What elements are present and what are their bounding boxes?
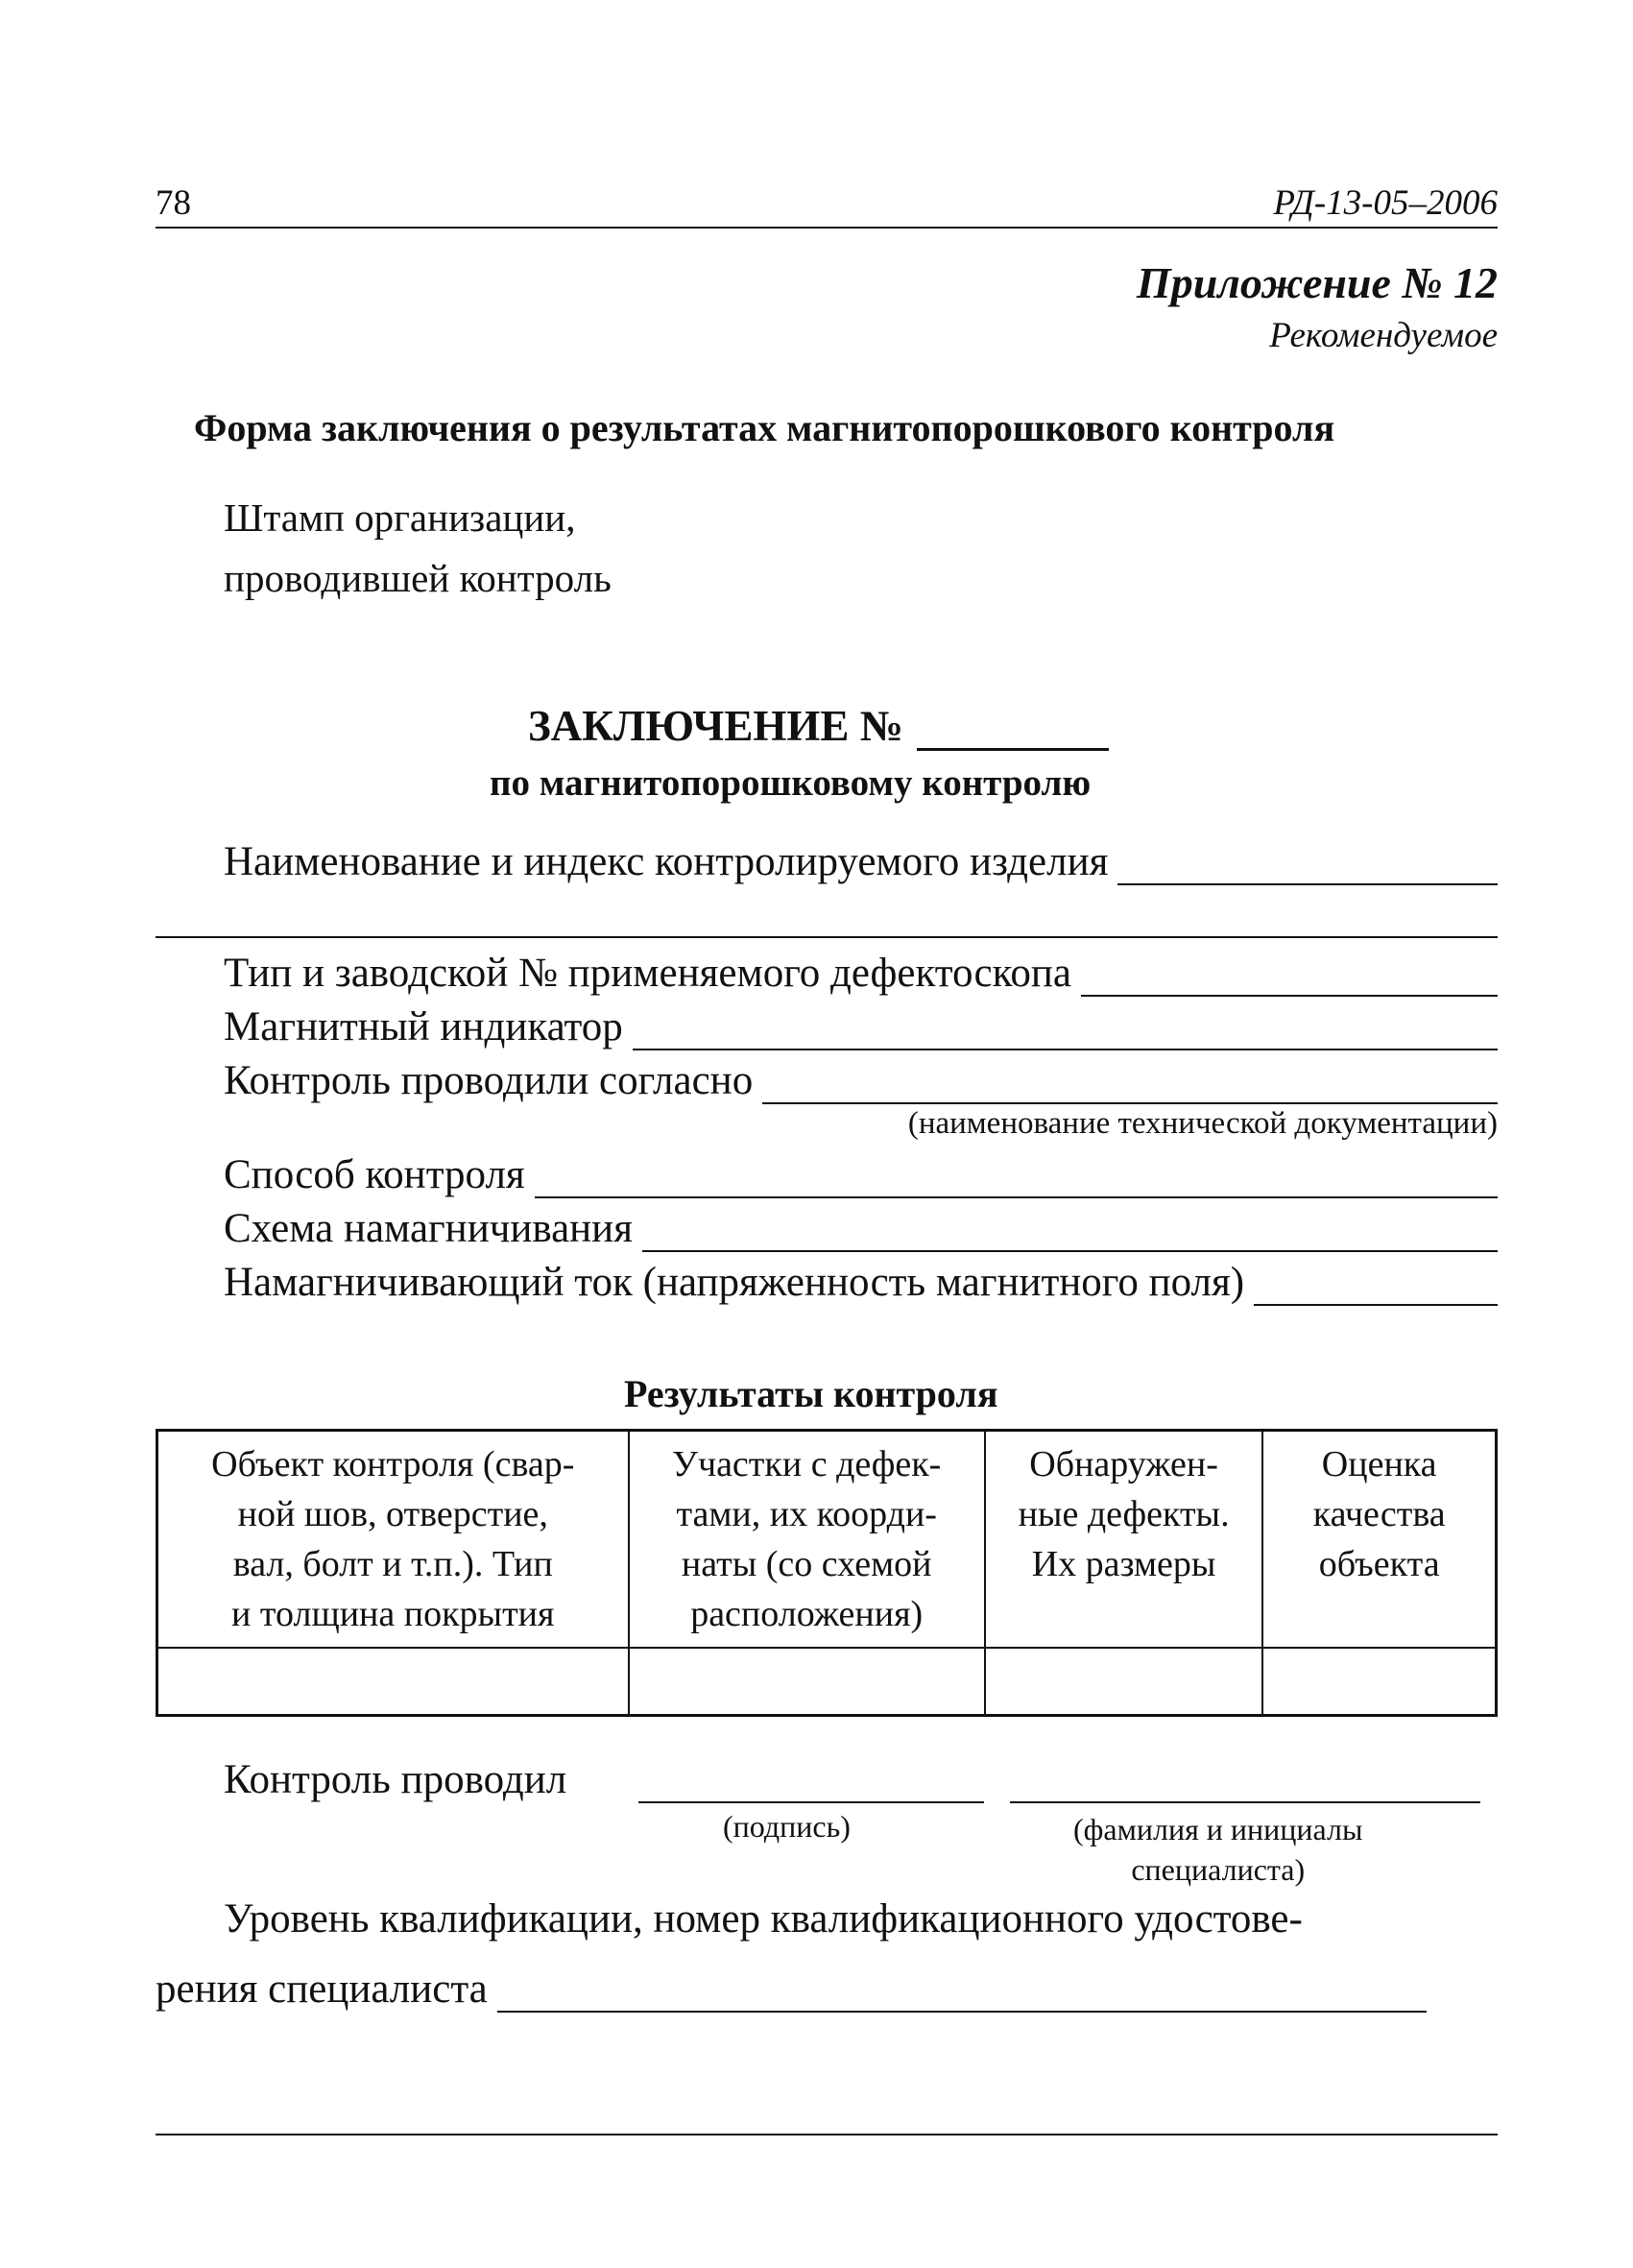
table-row [157, 1648, 1497, 1716]
specialist-name-field[interactable] [1010, 1801, 1480, 1803]
stamp-line-2: проводившей контроль [224, 556, 612, 600]
qualification-row [156, 1959, 1498, 2013]
qualification-label-line-1: Уровень квалификации, номер квалификационного удостове- [224, 1896, 1303, 1942]
magnetization-scheme-label: Схема намагничивания [224, 1206, 633, 1251]
signature-caption: (подпись) [723, 1809, 851, 1844]
qualification-field[interactable] [497, 1966, 1427, 2013]
control-method-field[interactable] [535, 1154, 1498, 1198]
signature-row [224, 1749, 566, 1803]
form-title: Форма заключения о результатах магнитопорошкового контроля [194, 406, 1335, 449]
control-according-field[interactable] [762, 1060, 1498, 1104]
magnetizing-current-row [224, 1256, 1498, 1306]
product-name-row [224, 835, 1498, 885]
magnetization-scheme-row [224, 1202, 1498, 1252]
control-according-label: Контроль проводили согласно [224, 1058, 754, 1103]
appendix-title: Приложение № 12 [1136, 258, 1498, 307]
specialist-name-caption [1073, 1809, 1362, 1890]
conclusion-title-text: ЗАКЛЮЧЕНИЕ № [528, 702, 903, 750]
magnetization-scheme-field[interactable] [642, 1208, 1498, 1252]
conclusion-number-field[interactable] [917, 706, 1109, 751]
quality-assessment-cell[interactable] [1262, 1648, 1496, 1716]
bottom-rule [156, 2134, 1498, 2135]
control-according-row [224, 1054, 1498, 1104]
defects-found-cell[interactable] [985, 1648, 1263, 1716]
organization-stamp [224, 488, 612, 609]
magnetizing-current-field[interactable] [1254, 1262, 1498, 1306]
column-header-object: Объект контроля (свар- ной шов, отверстие, вал, болт и т.п.). Тип и толщина покрытия [157, 1431, 629, 1649]
defect-areas-cell[interactable] [629, 1648, 985, 1716]
product-name-field-continuation[interactable] [156, 936, 1498, 938]
conclusion-title [528, 701, 1109, 751]
product-name-field[interactable] [1117, 841, 1498, 885]
signature-label: Контроль проводил [224, 1757, 567, 1802]
object-cell[interactable] [157, 1648, 629, 1716]
results-table [156, 1429, 1498, 1717]
flaw-detector-field[interactable] [1081, 953, 1498, 997]
results-title: Результаты контроля [624, 1372, 998, 1415]
flaw-detector-row [224, 947, 1498, 997]
results-header-row [157, 1431, 1497, 1649]
magnetic-indicator-label: Магнитный индикатор [224, 1004, 623, 1050]
column-header-quality-assessment: Оценка качества объекта [1262, 1431, 1496, 1649]
magnetizing-current-label: Намагничивающий ток (напряженность магнитного поля) [224, 1260, 1245, 1305]
control-according-hint: (наименование технической документации) [907, 1106, 1498, 1141]
header-rule [156, 227, 1498, 229]
document-code: РД-13-05–2006 [1273, 183, 1498, 223]
page-number: 78 [156, 183, 191, 223]
specialist-name-caption-line-2: специалиста) [1131, 1852, 1306, 1887]
qualification-label-line-2: рения специалиста [156, 1966, 488, 2012]
column-header-defects-found: Обнаружен- ные дефекты. Их размеры [985, 1431, 1263, 1649]
product-name-label: Наименование и индекс контролируемого изделия [224, 839, 1109, 884]
control-method-row [224, 1148, 1498, 1198]
stamp-line-1: Штамп организации, [224, 495, 576, 540]
magnetic-indicator-row [224, 1001, 1498, 1050]
appendix-status: Рекомендуемое [1269, 316, 1498, 355]
signature-field[interactable] [638, 1801, 984, 1803]
specialist-name-caption-line-1: (фамилия и инициалы [1073, 1812, 1363, 1846]
flaw-detector-label: Тип и заводской № применяемого дефектоскопа [224, 951, 1071, 996]
conclusion-subtitle: по магнитопорошковому контролю [490, 762, 1092, 804]
control-method-label: Способ контроля [224, 1152, 525, 1197]
column-header-defect-areas: Участки с дефек- тами, их коорди- наты (со схемой расположения) [629, 1431, 985, 1649]
magnetic-indicator-field[interactable] [633, 1006, 1498, 1050]
